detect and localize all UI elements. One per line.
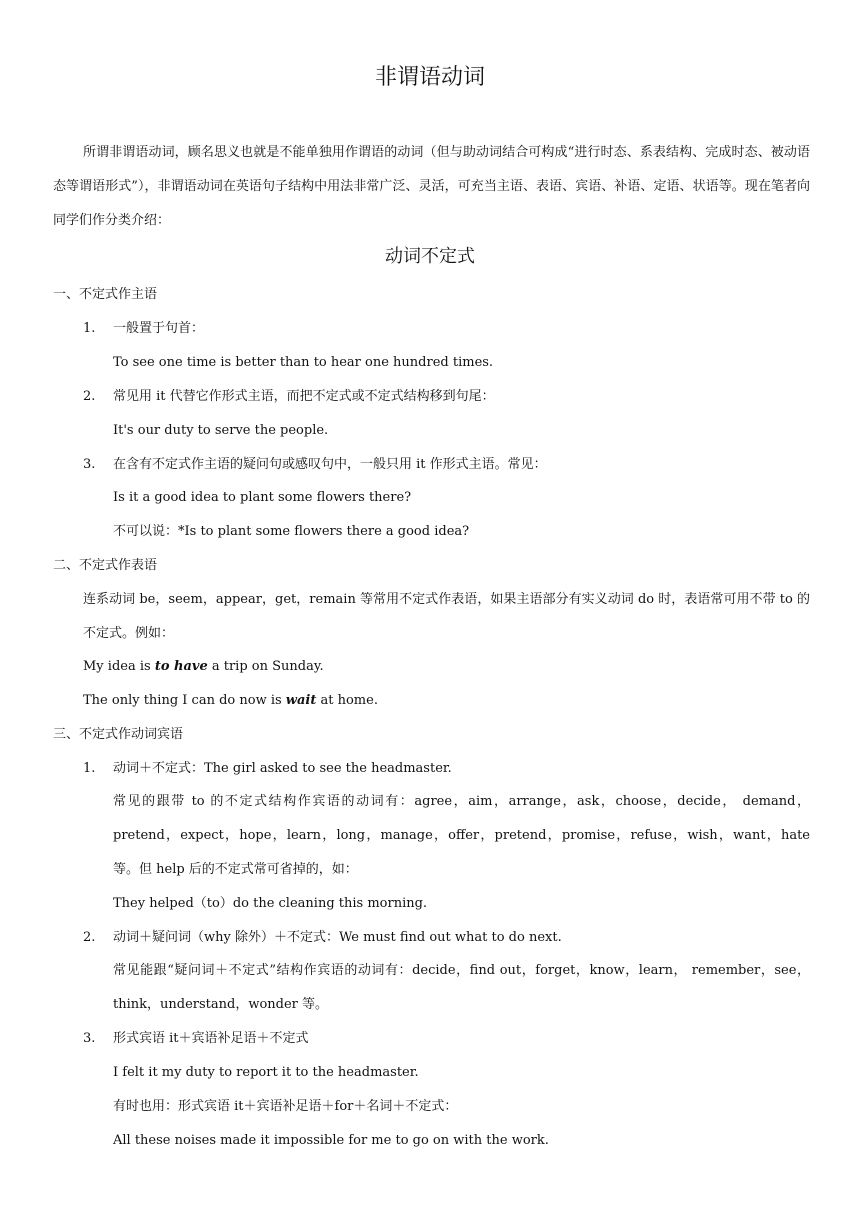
item-number: 2. (83, 930, 96, 945)
example-sentence: I felt it my duty to report it to the headmaster. (113, 1065, 419, 1080)
item-text: 动词＋疑问词（why 除外）＋不定式：We must find out what to do next. (113, 930, 562, 945)
paragraph: 常见的跟带 to 的不定式结构作宾语的动词有：agree，aim，arrange，ask，choose，decide， demand，pretend，expect，hope，learn，long，manage，offer，pretend，promise，refuse，wish，want，hate 等。但 help 后的不定式常可省掉的，如： (113, 794, 810, 877)
item-number: 3. (83, 1031, 96, 1046)
paragraph: 常见能跟“疑问词＋不定式”结构作宾语的动词有：decide，find out，forget，know，learn， remember，see，think，understand，wonder 等。 (113, 963, 810, 1012)
section-title: 动词不定式 (385, 246, 475, 267)
example-sentence: 有时也用：形式宾语 it＋宾语补足语＋for＋名词＋不定式： (113, 1099, 458, 1114)
example-sentence: All these noises made it impossible for me to go on with the work. (113, 1133, 549, 1148)
section-heading-3: 三、不定式作动词宾语 (53, 727, 184, 742)
item-text: 一般置于句首： (113, 321, 205, 336)
example-sentence: The only thing I can do now is wait at home. (83, 693, 378, 708)
item-text: 在含有不定式作主语的疑问句或感叹句中，一般只用 it 作形式主语。常见： (113, 457, 547, 472)
section-heading-2: 二、不定式作表语 (53, 558, 158, 573)
item-number: 1. (83, 761, 96, 776)
emphasis: wait (285, 693, 317, 708)
example-sentence: Is it a good idea to plant some flowers there? (113, 490, 412, 505)
example-sentence: They helped（to）do the cleaning this morning. (113, 896, 428, 911)
item-text: 形式宾语 it＋宾语补足语＋不定式 (113, 1031, 309, 1046)
section-heading-1: 一、不定式作主语 (53, 287, 158, 302)
paragraph: 连系动词 be，seem，appear，get，remain 等常用不定式作表语，如果主语部分有实义动词 do 时，表语常可用不带 to 的不定式。例如： (83, 592, 810, 641)
page-title: 非谓语动词 (374, 65, 485, 90)
example-sentence: To see one time is better than to hear one hundred times. (113, 355, 494, 370)
example-sentence: My idea is to have a trip on Sunday. (83, 659, 324, 674)
item-number: 2. (83, 389, 96, 404)
item-text: 动词＋不定式：The girl asked to see the headmaster. (113, 761, 452, 776)
emphasis: to have (154, 659, 208, 674)
item-number: 1. (83, 321, 96, 336)
example-sentence: It's our duty to serve the people. (113, 423, 329, 438)
intro-paragraph: 所谓非谓语动词，顾名思义也就是不能单独用作谓语的动词（但与助动词结合可构成“进行时态、系表结构、完成时态、被动语态等谓语形式”），非谓语动词在英语句子结构中用法非常广泛、灵活，可充当主语、表语、宾语、补语、定语、状语等。现在笔者向同学们作分类介绍： (53, 145, 810, 228)
item-text: 常见用 it 代替它作形式主语，而把不定式或不定式结构移到句尾： (113, 389, 495, 404)
item-number: 3. (83, 457, 96, 472)
example-sentence: 不可以说：*Is to plant some flowers there a good idea? (113, 524, 470, 539)
